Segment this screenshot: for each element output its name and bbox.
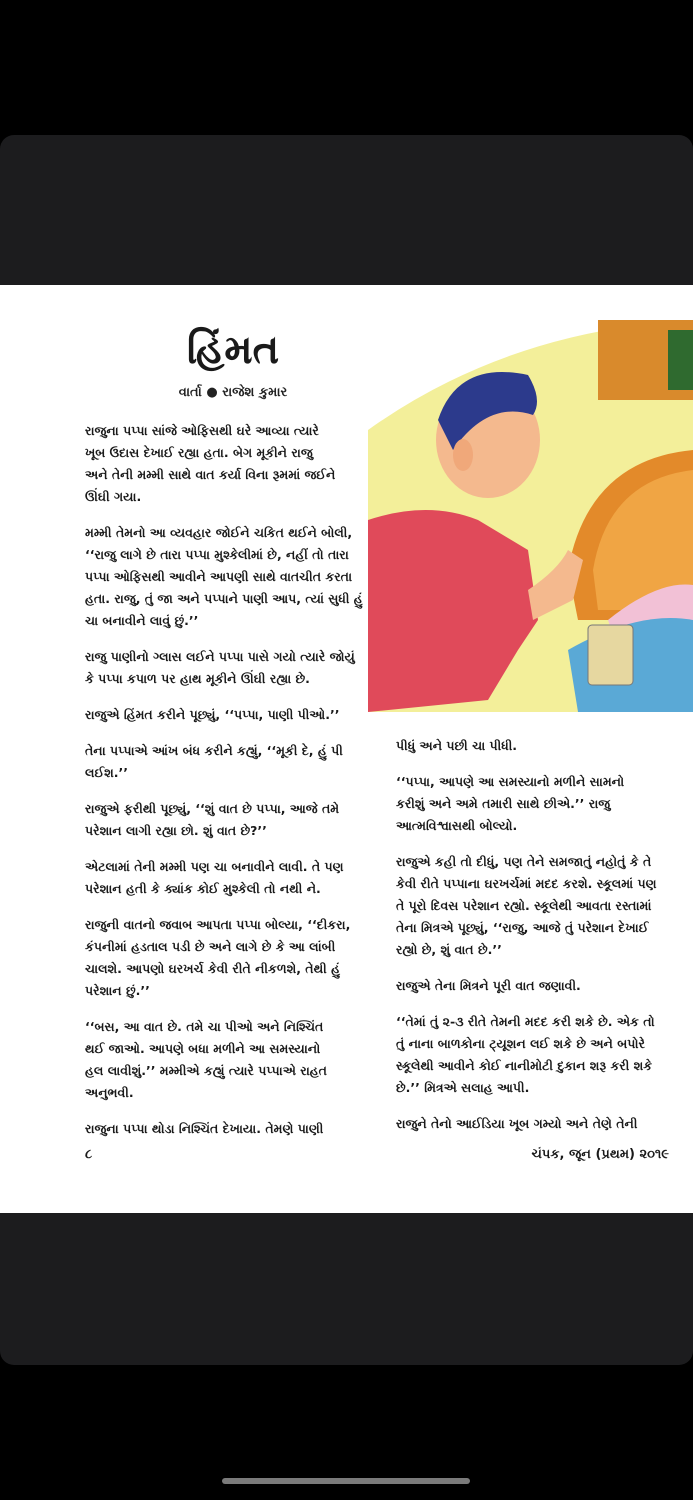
paragraph [85,646,365,690]
text-line: થઈ જાઓ. આપણે બધા મળીને આ સમસ્યાનો [85,1041,321,1056]
story-illustration [368,320,693,712]
text-line: ‘‘પપ્પા, આપણે આ સમસ્યાનો મળીને સામનો [396,774,625,789]
text-line: પરેશાન હતી કે ક્યાંક કોઈ મુશ્કેલી તો નથી ને. [85,881,321,896]
text-line: ચા બનાવીને લાવું છું.’’ [85,613,199,628]
text-line: રાજુના પપ્પા સાંજે ઓફિસથી ઘરે આવ્યા ત્યારે [85,423,319,438]
text-line: રાજુના પપ્પા થોડા નિશ્ચિંત દેખાયા. તેમણે પાણી [85,1121,324,1136]
text-line: પરેશાન લાગી રહ્યા છો. શું વાત છે?’’ [85,823,267,838]
paragraph [85,1118,365,1140]
paragraph [85,704,365,726]
paragraph [396,771,671,837]
text-line: આત્મવિશ્વાસથી બોલ્યો. [396,818,518,833]
story-title: હિંમત [186,327,280,373]
text-line: હલ લાવીશું.’’ મમ્મીએ કહ્યું ત્યારે પપ્પાએ રાહત [85,1063,327,1078]
paragraph [85,1016,365,1104]
text-line: કંપનીમાં હડતાલ પડી છે અને લાગે છે કે આ લાંબી [85,939,336,954]
magazine-page[interactable] [0,285,693,1213]
text-line: હતા. રાજુ, તું જા અને પપ્પાને પાણી આપ, ત્યાં સુધી હું [85,591,363,606]
text-line: રાજુએ તેના મિત્રને પૂરી વાત જણાવી. [396,978,581,993]
text-line: કરીશું અને અમે તમારી સાથે છીએ.’’ રાજુ [396,796,611,811]
text-line: પીધું અને પછી ચા પીધી. [396,738,518,753]
paragraph [396,1011,671,1099]
right-column [396,735,671,1149]
text-line: છે.’’ મિત્રએ સલાહ આપી. [396,1080,530,1095]
text-line: પરેશાન છું.’’ [85,983,150,998]
text-line: તું નાના બાળકોના ટ્યૂશન લઈ શકે છે અને બપોરે [396,1036,645,1051]
paragraph [396,1113,671,1135]
text-line: તેના પપ્પાએ આંખ બંધ કરીને કહ્યું, ‘‘મૂકી દે, હું પી [85,743,343,758]
text-line: કે પપ્પા કપાળ પર હાથ મૂકીને ઊંઘી રહ્યા છે. [85,671,310,686]
paragraph [85,798,365,842]
text-line: પપ્પા ઓફિસથી આવીને આપણી સાથે વાતચીત કરતા [85,569,353,584]
text-line: અને તેની મમ્મી સાથે વાત કર્યા વિના રૂમમાં જઈને [85,467,336,482]
text-line: તેના મિત્રએ પૂછ્યું, ‘‘રાજુ, આજે તું પરેશાન દેખાઈ [396,920,649,935]
left-column [85,420,365,1154]
page-number: ૮ [85,1147,93,1162]
text-line: ઊંઘી ગયા. [85,489,142,504]
text-line: રાજુને તેનો આઈડિયા ખૂબ ગમ્યો અને તેણે તેની [396,1116,638,1131]
text-line: તે પૂરો દિવસ પરેશાન રહ્યો. સ્કૂલેથી આવતા રસ્તામાં [396,898,652,913]
paragraph [85,522,365,632]
text-line: ‘‘બસ, આ વાત છે. તમે ચા પીઓ અને નિશ્ચિંત [85,1019,324,1034]
paragraph [396,975,671,997]
paragraph [85,740,365,784]
paragraph [85,856,365,900]
paragraph [396,735,671,757]
text-line: કેવી રીતે પપ્પાના ઘરખર્ચમાં મદદ કરશે. સ્કૂલમાં પણ [396,876,657,891]
text-line: એટલામાં તેની મમ્મી પણ ચા બનાવીને લાવી. તે પણ [85,859,344,874]
text-line: મમ્મી તેમનો આ વ્યવહાર જોઈને ચકિત થઈને બોલી, [85,525,353,540]
reader-panel [0,135,693,1365]
text-line: રહ્યો છે, શું વાત છે.’’ [396,942,502,957]
paragraph [396,851,671,961]
issue-footer: ચંપક, જૂન (પ્રથમ) ૨૦૧૯ [531,1147,669,1162]
byline: વાર્તા ● રાજેશ કુમાર [178,385,288,400]
paragraph [85,914,365,1002]
text-line: ‘‘રાજુ લાગે છે તારા પપ્પા મુશ્કેલીમાં છે, નહીં તો તારા [85,547,349,562]
text-line: રાજુએ ફરીથી પૂછ્યું, ‘‘શું વાત છે પપ્પા, આજે તમે [85,801,340,816]
text-line: રાજુએ હિંમત કરીને પૂછ્યું, ‘‘પપ્પા, પાણી પીઓ.’’ [85,707,340,722]
text-line: ખૂબ ઉદાસ દેખાઈ રહ્યા હતા. બેગ મૂકીને રાજુ [85,445,313,460]
text-line: ‘‘તેમાં તું ૨-૩ રીતે તેમની મદદ કરી શકે છે. એક તો [396,1014,655,1029]
text-line: સ્કૂલેથી આવીને કોઈ નાનીમોટી દુકાન શરૂ કરી શકે [396,1058,653,1073]
text-line: રાજુની વાતનો જવાબ આપતા પપ્પા બોલ્યા, ‘‘દીકરા, [85,917,351,932]
paragraph [85,420,365,508]
text-line: લઈશ.’’ [85,765,128,780]
home-indicator[interactable] [222,1478,470,1484]
text-line: અનુભવી. [85,1085,134,1100]
text-line: રાજુએ કહી તો દીધું, પણ તેને સમજાતું નહોતું કે તે [396,854,652,869]
text-line: ચાલશે. આપણો ઘરખર્ચ કેવી રીતે નીકળશે, તેથી હું [85,961,340,976]
text-line: રાજુ પાણીનો ગ્લાસ લઈને પપ્પા પાસે ગયો ત્યારે જોયું [85,649,355,664]
